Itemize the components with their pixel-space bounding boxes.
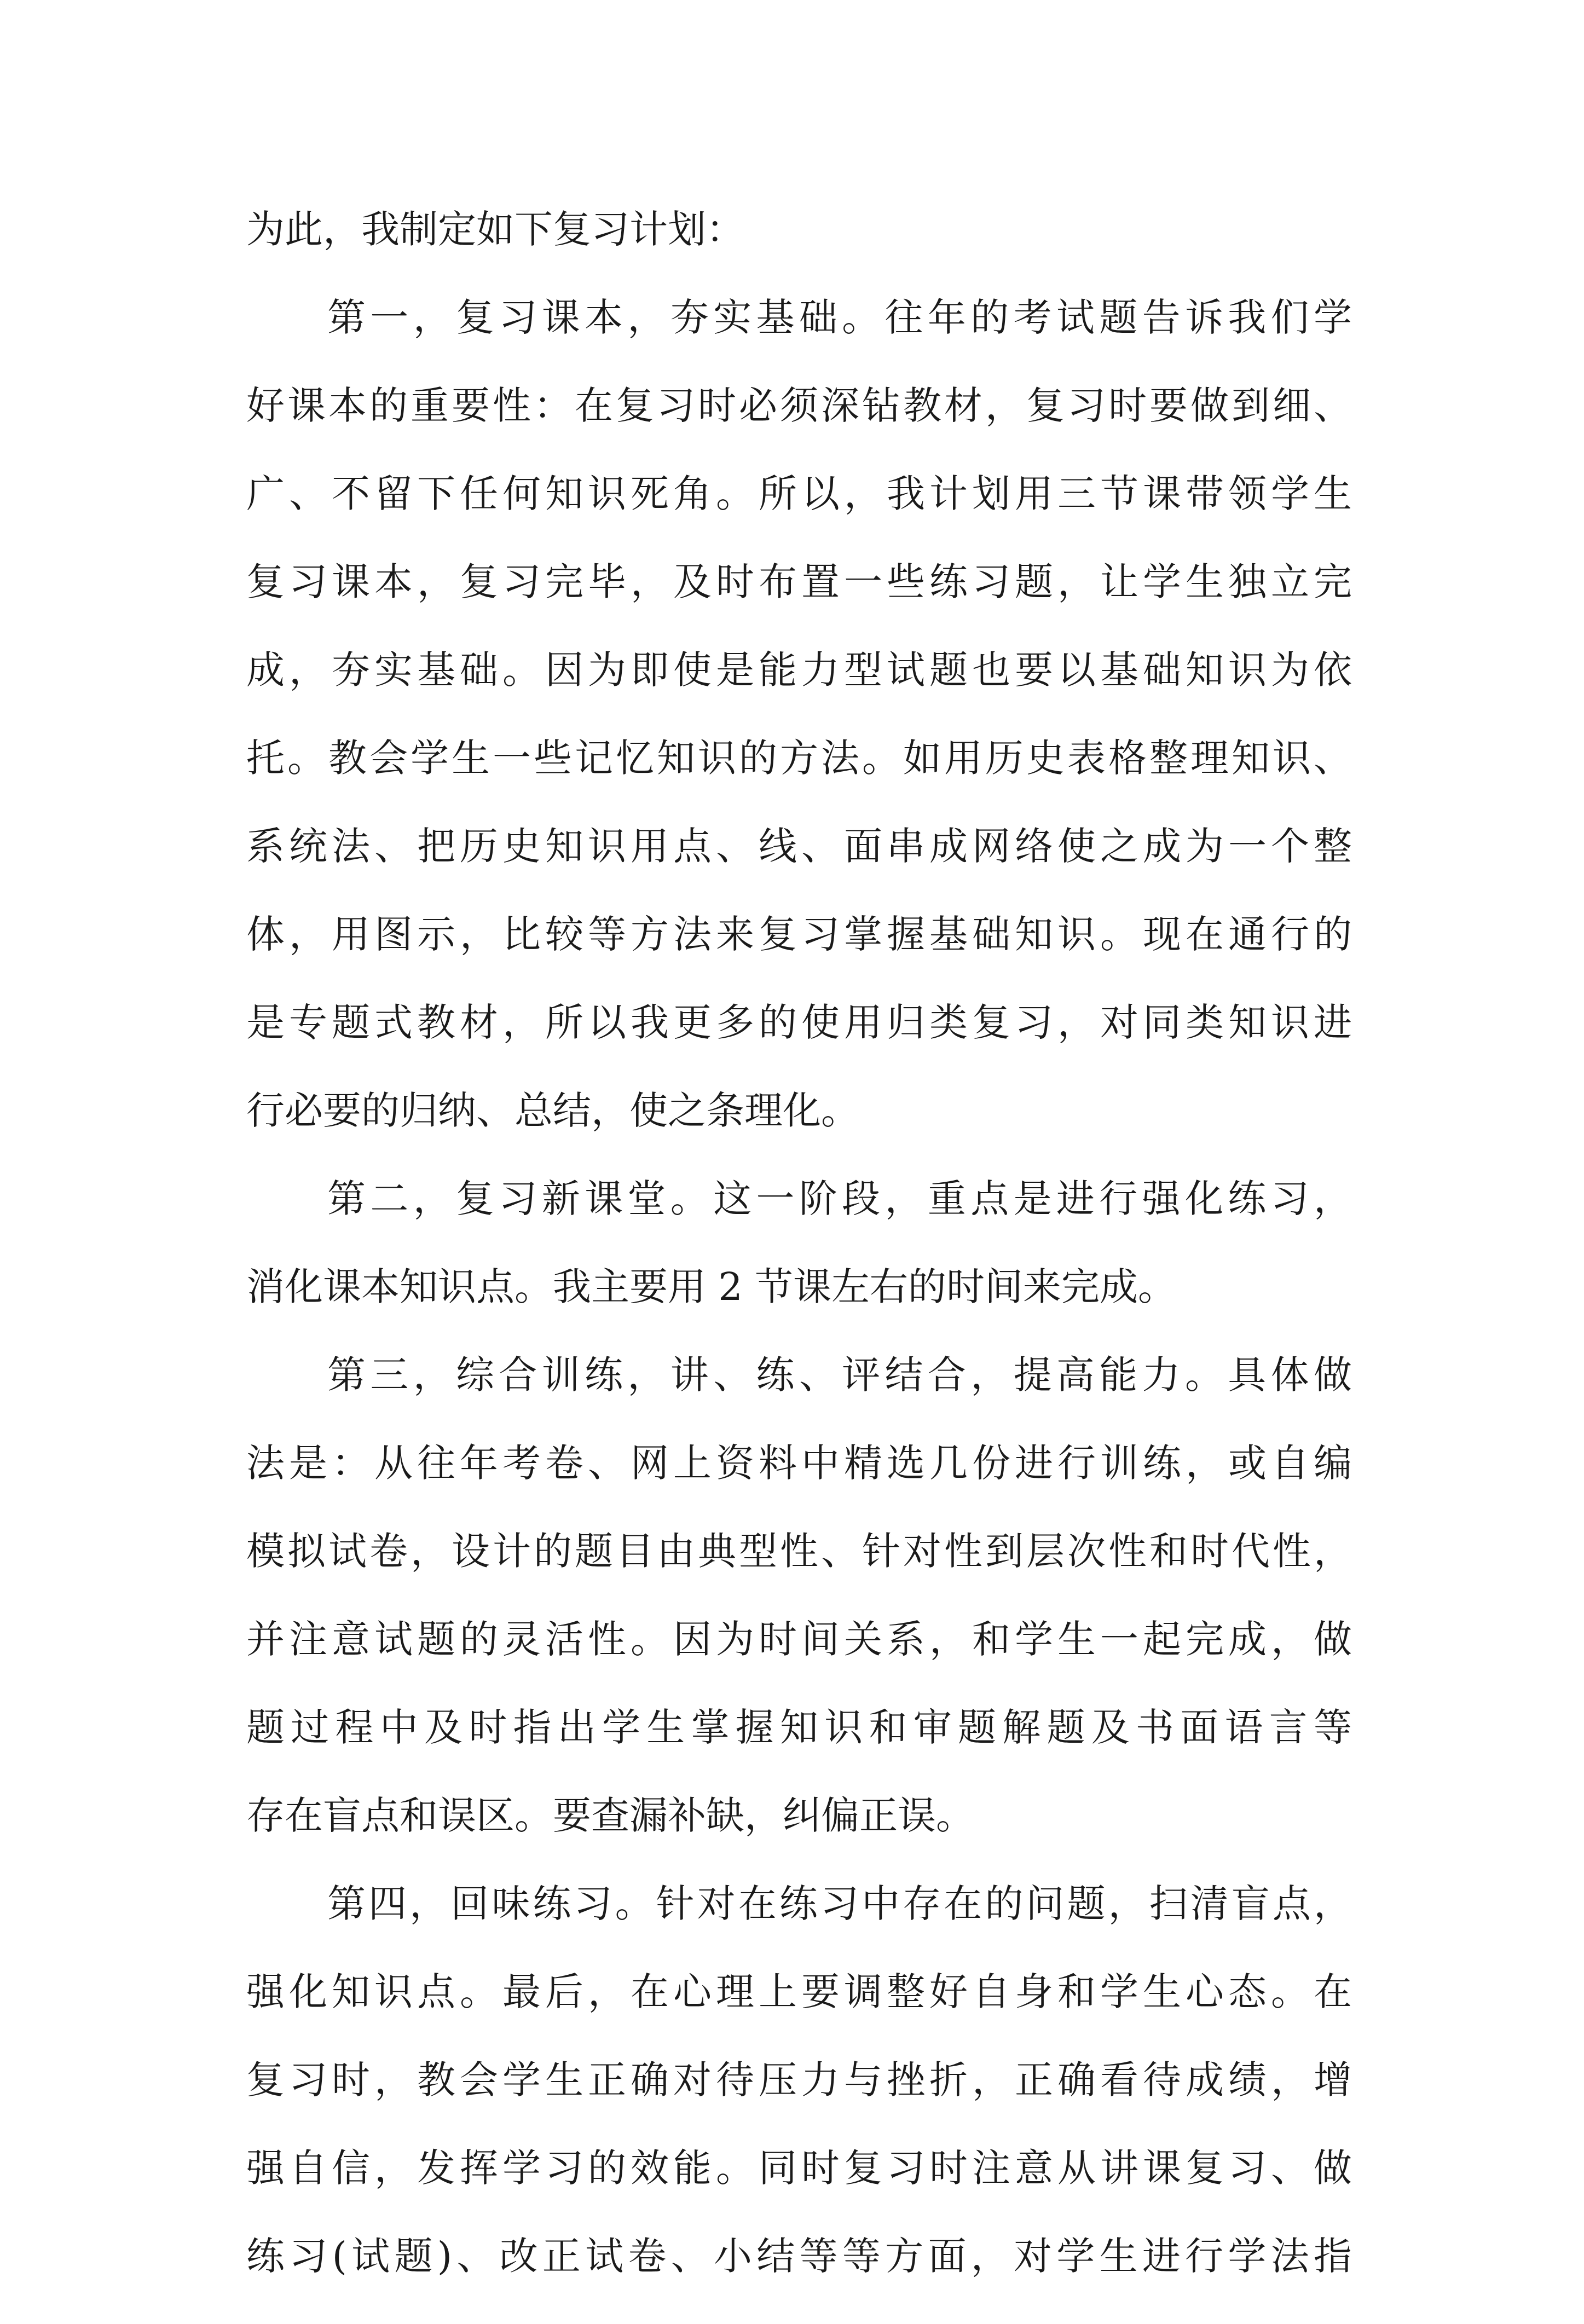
text-line: 强化知识点。最后，在心理上要调整好自身和学生心态。在 (246, 1969, 1352, 2014)
text-line: 强自信，发挥学习的效能。同时复习时注意从讲课复习、做 (246, 2146, 1352, 2190)
paragraph-first-line: 第三，综合训练，讲、练、评结合，提高能力。具体做 (327, 1352, 1352, 1397)
text-line: 好课本的重要性：在复习时必须深钻教材，复习时要做到细、 (246, 383, 1352, 428)
text-line: 成，夯实基础。因为即使是能力型试题也要以基础知识为依 (246, 648, 1352, 692)
text-line: 练习(试题)、改正试卷、小结等等方面，对学生进行学法指 (246, 2234, 1352, 2279)
paragraph-first-line: 第二，复习新课堂。这一阶段，重点是进行强化练习， (327, 1176, 1352, 1221)
paragraph-first-line: 第一，复习课本，夯实基础。往年的考试题告诉我们学 (327, 295, 1352, 340)
document-body (246, 209, 1352, 2324)
paragraph-last-line: 行必要的归纳、总结，使之条理化。 (246, 1088, 859, 1133)
text-line: 法是：从往年考卷、网上资料中精选几份进行训练，或自编 (246, 1441, 1352, 1485)
text-line: 模拟试卷，设计的题目由典型性、针对性到层次性和时代性， (246, 1529, 1352, 1574)
paragraph-last-line: 存在盲点和误区。要查漏补缺，纠偏正误。 (246, 1793, 974, 1838)
text-line: 并注意试题的灵活性。因为时间关系，和学生一起完成，做 (246, 1617, 1352, 1662)
text-line: 为此，我制定如下复习计划： (246, 207, 744, 252)
text-line: 广、不留下任何知识死角。所以，我计划用三节课带领学生 (246, 471, 1352, 516)
text-line: 复习课本，复习完毕，及时布置一些练习题，让学生独立完 (246, 559, 1352, 604)
paragraph-last-line: 消化课本知识点。我主要用 2 节课左右的时间来完成。 (246, 1264, 1177, 1309)
text-line: 体，用图示，比较等方法来复习掌握基础知识。现在通行的 (246, 912, 1352, 957)
paragraph-first-line: 第四，回味练习。针对在练习中存在的问题，扫清盲点， (327, 1881, 1352, 1926)
text-line: 系统法、把历史知识用点、线、面串成网络使之成为一个整 (246, 824, 1352, 869)
text-line: 是专题式教材，所以我更多的使用归类复习，对同类知识进 (246, 1000, 1352, 1045)
text-line: 托。教会学生一些记忆知识的方法。如用历史表格整理知识、 (246, 736, 1352, 781)
text-line: 复习时，教会学生正确对待压力与挫折，正确看待成绩，增 (246, 2057, 1352, 2102)
text-line: 题过程中及时指出学生掌握知识和审题解题及书面语言等 (246, 1705, 1352, 1750)
